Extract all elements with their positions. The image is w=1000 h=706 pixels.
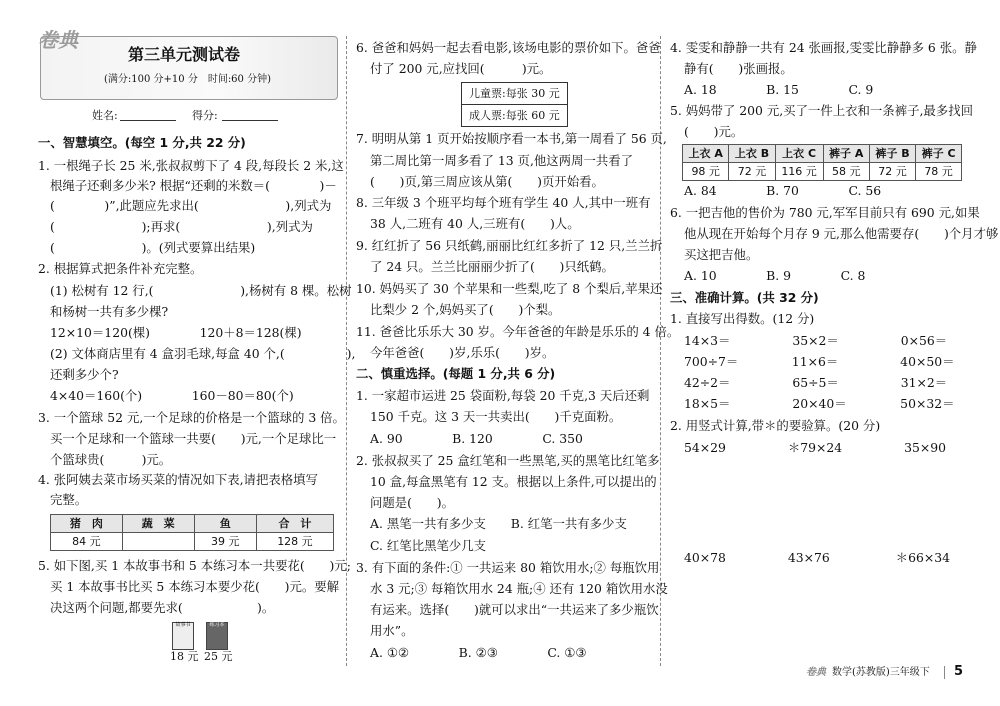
question-line: 10. 妈妈买了 30 个苹果和一些梨,吃了 8 个梨后,苹果还 — [356, 281, 663, 296]
table-cell: 72 元 — [869, 163, 915, 181]
question-line: ( )页,第三周应该从第( )页开始看。 — [370, 174, 604, 189]
equation-line: 4×40＝160(个) 160－80＝80(个) — [50, 388, 294, 403]
clothes-price-table — [682, 144, 962, 181]
question-line: 还剩多少个? — [50, 367, 119, 382]
table-cell: 98 元 — [683, 163, 729, 181]
question-line: 个篮球贵( )元。 — [50, 452, 172, 467]
question-line: 5. 妈妈带了 200 元,买了一件上衣和一条裤子,最多找回 — [670, 103, 973, 118]
table-cell: 84 元 — [51, 533, 123, 551]
table-cell: 72 元 — [729, 163, 775, 181]
score-blank[interactable] — [222, 120, 278, 121]
storybook-label: 故事书 — [175, 622, 191, 628]
option-line[interactable]: C. 红笔比黑笔少几支 — [370, 538, 487, 553]
question-line: 2. 用竖式计算,带＊的要验算。(20 分) — [670, 418, 881, 433]
question-line: 4. 雯雯和静静一共有 24 张画报,雯雯比静静多 6 张。静 — [670, 40, 977, 55]
option-line[interactable]: A. 84 B. 70 C. 56 — [684, 183, 882, 198]
table-header: 蔬 菜 — [122, 515, 194, 533]
section-heading: 一、智慧填空。(每空 1 分,共 22 分) — [38, 135, 246, 150]
table-header: 鱼 — [194, 515, 256, 533]
question-line: ( )”,此题应先求出( ),列式为 — [50, 198, 332, 213]
question-line: (1) 松树有 12 行,( ),杨树有 8 棵。松树 — [50, 283, 352, 298]
equation-row: 18×5＝ 20×40＝ 50×32＝ — [684, 396, 955, 411]
table-cell: 58 元 — [823, 163, 869, 181]
question-line: 比梨少 2 个,妈妈买了( )个梨。 — [370, 302, 561, 317]
question-line: 2. 根据算式把条件补充完整。 — [38, 261, 203, 276]
table-cell-blank[interactable] — [122, 533, 194, 551]
question-line: ( )。(列式要算出结果) — [50, 240, 256, 255]
question-line: 3. 一个篮球 52 元,一个足球的价格是一个篮球的 3 倍。 — [38, 410, 345, 425]
question-line: 决这两个问题,都要先求( )。 — [50, 600, 275, 615]
table-cell: 116 元 — [775, 163, 823, 181]
table-header: 裤子 C — [916, 145, 962, 163]
question-line: 今年爸爸( )岁,乐乐( )岁。 — [370, 345, 555, 360]
grocery-table — [50, 514, 334, 551]
table-header: 裤子 A — [823, 145, 869, 163]
question-line: (2) 文体商店里有 4 盒羽毛球,每盒 40 个,( ), — [50, 346, 356, 361]
table-cell: 78 元 — [916, 163, 962, 181]
question-line: 6. 爸爸和妈妈一起去看电影,该场电影的票价如下。爸爸 — [356, 40, 661, 55]
question-line: 4. 张阿姨去菜市场买菜的情况如下表,请把表格填写 — [38, 472, 318, 487]
equation-line: 12×10＝120(棵) 120＋8＝128(棵) — [50, 325, 302, 340]
table-cell: 39 元 — [194, 533, 256, 551]
section-heading: 二、慎重选择。(每题 1 分,共 6 分) — [356, 366, 556, 381]
footer-logo: 卷典 — [806, 667, 826, 678]
page-title: 第三单元测试卷 — [128, 45, 241, 64]
question-line: 3. 有下面的条件:① 一共运来 80 箱饮用水;② 每瓶饮用 — [356, 560, 660, 575]
equation-row: 14×3＝ 35×2＝ 0×56＝ — [684, 333, 948, 348]
table-header: 上衣 A — [683, 145, 729, 163]
equation-row: 700÷7＝ 11×6＝ 40×50＝ — [684, 354, 955, 369]
table-header: 裤子 B — [869, 145, 915, 163]
equation-row: 42÷2＝ 65÷5＝ 31×2＝ — [684, 375, 948, 390]
option-line[interactable]: A. 90 B. 120 C. 350 — [370, 431, 583, 446]
question-line: 静有( )张画报。 — [684, 61, 793, 76]
exercise-book-price: 25 元 — [204, 650, 233, 663]
storybook-icon — [172, 622, 194, 650]
option-line[interactable]: A. 黑笔一共有多少支 B. 红笔一共有多少支 — [370, 516, 627, 531]
table-header: 合 计 — [256, 515, 333, 533]
question-line: 10 盒,每盒黑笔有 12 支。根据以上条件,可以提出的 — [370, 474, 657, 489]
name-blank[interactable] — [120, 120, 176, 121]
question-line: 买 1 本故事书比买 5 本练习本要少花( )元。要解 — [50, 579, 340, 594]
question-line: ( )元。 — [684, 124, 744, 139]
option-line[interactable]: A. 18 B. 15 C. 9 — [684, 82, 874, 97]
adult-ticket-price: 成人票:每张 60 元 — [462, 104, 567, 126]
page-subtitle: (满分:100 分+10 分 时间:60 分钟) — [104, 74, 271, 85]
question-line: 完整。 — [50, 492, 88, 507]
ticket-price-box — [461, 82, 568, 127]
page-number: 5 — [954, 664, 964, 679]
score-label: 得分: — [192, 109, 218, 122]
question-line: 11. 爸爸比乐乐大 30 岁。今年爸爸的年龄是乐乐的 4 倍。 — [356, 324, 680, 339]
question-line: 买一个足球和一个篮球一共要( )元,一个足球比一 — [50, 431, 337, 446]
section-heading: 三、准确计算。(共 32 分) — [670, 290, 819, 305]
question-line: 用水”。 — [370, 623, 414, 638]
question-line: 7. 明明从第 1 页开始按顺序看一本书,第一周看了 56 页, — [356, 131, 667, 146]
name-label: 姓名: — [92, 109, 118, 122]
question-line: 2. 张叔叔买了 25 盒红笔和一些黑笔,买的黑笔比红笔多 — [356, 453, 660, 468]
question-line: 9. 红红折了 56 只纸鹤,丽丽比红红多折了 12 只,兰兰折 — [356, 238, 663, 253]
equation-row: 40×78 43×76 ＊66×34 — [684, 550, 950, 565]
question-line: 有运来。选择( )就可以求出“一共运来了多少瓶饮 — [370, 602, 659, 617]
question-line: 根绳子还剩多少米? 根据“还剩的米数＝( )－ — [50, 178, 337, 193]
option-line[interactable]: A. ①② B. ②③ C. ①③ — [370, 645, 587, 660]
question-line: 他从现在开始每个月存 9 元,那么他需要存( )个月才够 — [684, 226, 999, 241]
question-line: 第二周比第一周多看了 13 页,他这两周一共看了 — [370, 153, 634, 168]
table-header: 猪 肉 — [51, 515, 123, 533]
exercise-book-label: 练习本 — [209, 622, 225, 628]
table-header: 上衣 B — [729, 145, 775, 163]
brand-logo: 卷典 — [38, 28, 78, 52]
table-cell: 128 元 — [256, 533, 333, 551]
table-header: 上衣 C — [775, 145, 823, 163]
question-line: 6. 一把吉他的售价为 780 元,军军目前只有 690 元,如果 — [670, 205, 980, 220]
option-line[interactable]: A. 10 B. 9 C. 8 — [684, 268, 866, 283]
question-line: 1. 一根绳子长 25 米,张叔叔剪下了 4 段,每段长 2 米,这 — [38, 158, 344, 173]
child-ticket-price: 儿童票:每张 30 元 — [469, 87, 560, 100]
question-line: 1. 直接写出得数。(12 分) — [670, 311, 815, 326]
question-line: 5. 如下图,买 1 本故事书和 5 本练习本一共要花( )元; — [38, 558, 351, 573]
question-line: 了 24 只。兰兰比丽丽少折了( )只纸鹤。 — [370, 259, 614, 274]
question-line: 付了 200 元,应找回( )元。 — [370, 61, 552, 76]
question-line: 和杨树一共有多少棵? — [50, 304, 169, 319]
question-line: 水 3 元;③ 每箱饮用水 24 瓶;④ 还有 120 箱饮用水没 — [370, 581, 668, 596]
exercise-book-icon — [206, 622, 228, 650]
question-line: 1. 一家超市运进 25 袋面粉,每袋 20 千克,3 天后还剩 — [356, 388, 650, 403]
footer-divider — [944, 666, 945, 679]
storybook-price: 18 元 — [170, 650, 199, 663]
question-line: 150 千克。这 3 天一共卖出( )千克面粉。 — [370, 409, 622, 424]
question-line: 买这把吉他。 — [684, 247, 759, 262]
equation-row: 54×29 ＊79×24 35×90 — [684, 440, 947, 455]
footer-text: 数学(苏教版)三年级下 — [832, 667, 930, 678]
question-line: 问题是( )。 — [370, 495, 455, 510]
question-line: 8. 三年级 3 个班平均每个班有学生 40 人,其中一班有 — [356, 195, 651, 210]
question-line: 38 人,二班有 40 人,三班有( )人。 — [370, 216, 580, 231]
question-line: ( );再求( ),列式为 — [50, 219, 313, 234]
